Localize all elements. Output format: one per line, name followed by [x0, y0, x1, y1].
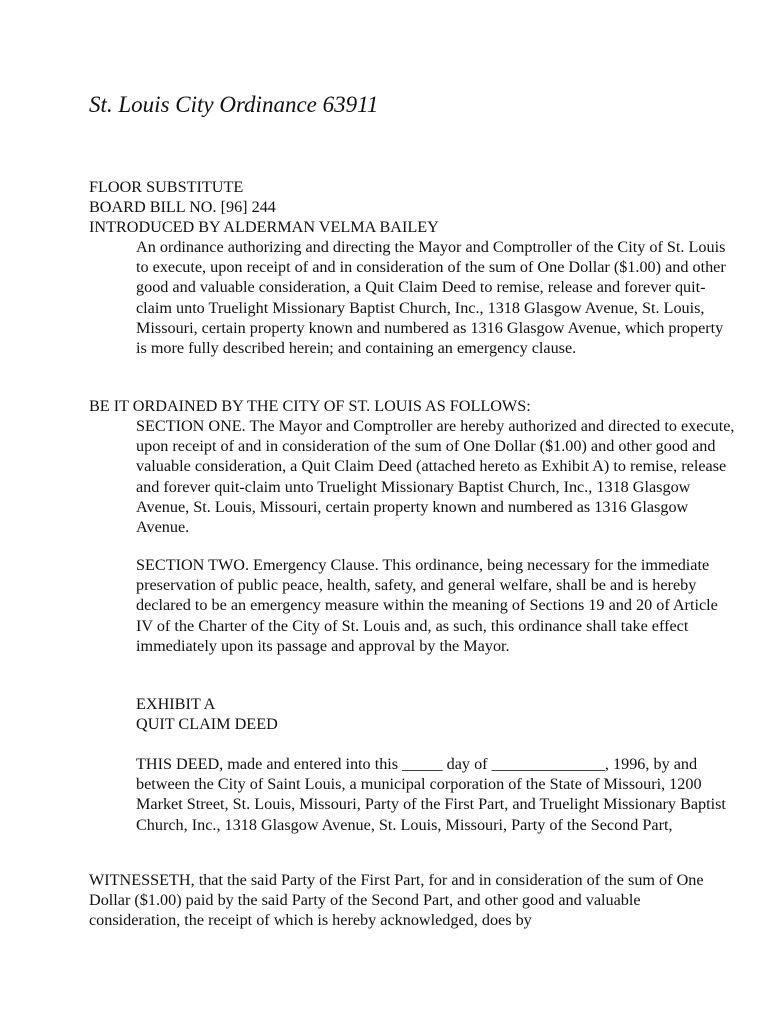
- witnesseth-paragraph: WITNESSETH, that the said Party of the First Part, for and in consideration of the sum of One Dollar ($1.00) paid by the said Party of the Second Part, and other good and valuable consideration, the receipt of which is hereby acknowledged, does by: [89, 871, 704, 930]
- floor-substitute-line: FLOOR SUBSTITUTE: [89, 178, 244, 196]
- exhibit-label: EXHIBIT A: [136, 695, 216, 713]
- deed-title: QUIT CLAIM DEED: [136, 715, 278, 733]
- bill-header: [89, 177, 709, 238]
- deed-paragraph: THIS DEED, made and entered into this _____ day of ______________, 1996, by and between the City of Saint Louis, a municipal corporation of the State of Missouri, 1200 Market Street, St. Louis, Missouri, Party of the First Part, and Truelight Missionary Baptist Church, Inc., 1318 Glasgow Avenue, St. Louis, Missouri, Party of the Second Part,: [136, 755, 726, 834]
- section-two-paragraph: SECTION TWO. Emergency Clause. This ordinance, being necessary for the immediate preservation of public peace, health, safety, and general welfare, shall be and is hereby declared to be an emergency measure within the meaning of Sections 19 and 20 of Article IV of the Charter of the City of St. Louis and, as such, this ordinance shall take effect immediately upon its passage and approval by the Mayor.: [136, 556, 718, 655]
- ordained-heading: BE IT ORDAINED BY THE CITY OF ST. LOUIS AS FOLLOWS:: [89, 397, 531, 415]
- introduced-by-line: INTRODUCED BY ALDERMAN VELMA BAILEY: [89, 218, 439, 237]
- ordinance-summary-paragraph: An ordinance authorizing and directing the Mayor and Comptroller of the City of St. Louis to execute, upon receipt of and in consideration of the sum of One Dollar ($1.00) and other good and valuable consideration, a Quit Claim Deed to remise, release and forever quit-claim unto Truelight Missionary Baptist Church, Inc., 1318 Glasgow Avenue, St. Louis, Missouri, certain property known and numbered as 1316 Glasgow Avenue, which property is more fully described herein; and containing an emergency clause.: [136, 238, 726, 358]
- section-one-paragraph: SECTION ONE. The Mayor and Comptroller are hereby authorized and directed to execute, upon receipt of and in consideration of the sum of One Dollar ($1.00) and other good and valuable consideration, a Quit Claim Deed (attached hereto as Exhibit A) to remise, release and forever quit-claim unto Truelight Missionary Baptist Church, Inc., 1318 Glasgow Avenue, St. Louis, Missouri, certain property known and numbered as 1316 Glasgow Avenue.: [136, 417, 735, 537]
- document-title: St. Louis City Ordinance 63911: [89, 92, 379, 117]
- board-bill-number-line: BOARD BILL NO. [96] 244: [89, 198, 276, 217]
